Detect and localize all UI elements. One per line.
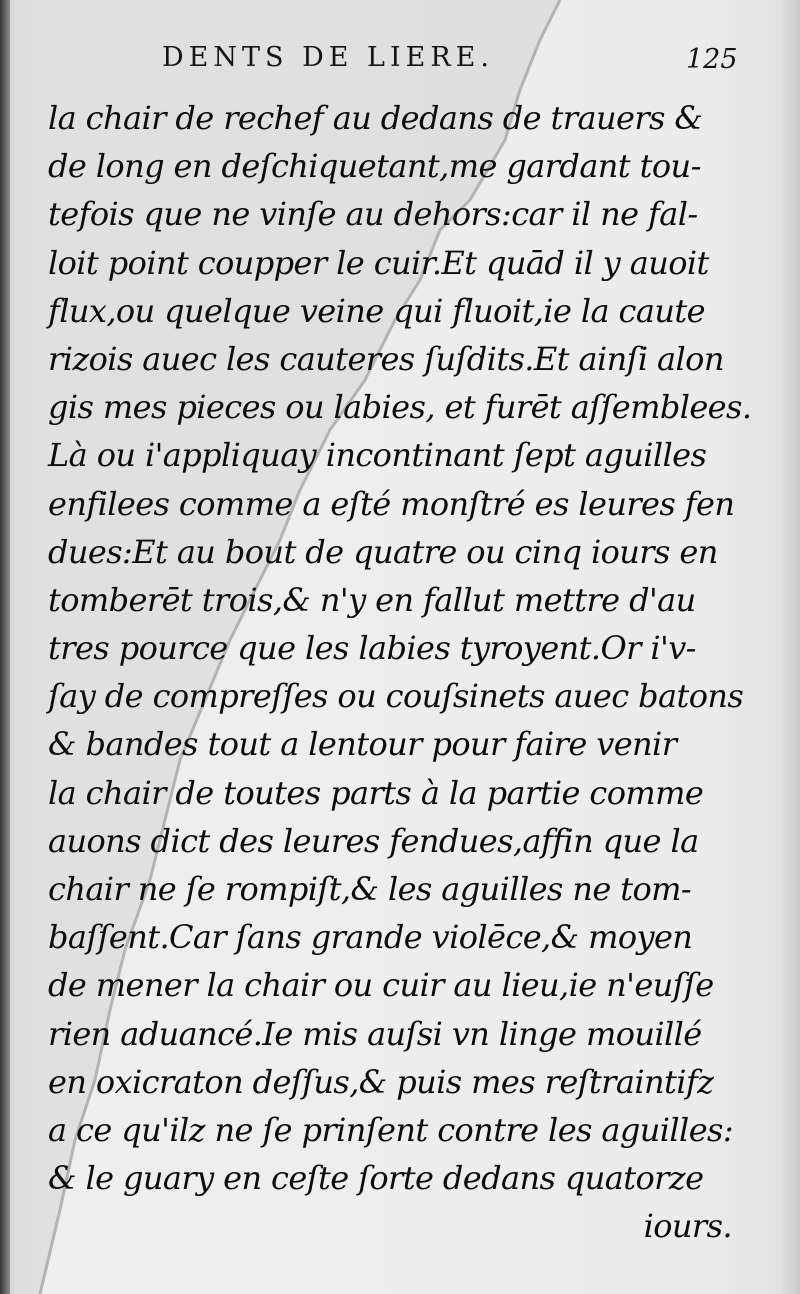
text-line: de long en deſchiquetant,me gardant tou- [48,147,701,186]
text-line: a ce qu'ilz ne ſe prinſent contre les aguilles: [48,1110,734,1149]
text-line: auons dict des leures fendues,affin que la [48,821,699,860]
text-line: flux,ou quelque veine qui fluoit,ie la caute [48,291,705,330]
text-line: Là ou i'appliquay incontinant ſept aguilles [48,436,707,475]
text-line: enfilees comme a eſté monſtré es leures fen [48,484,735,523]
page-number: 125 [686,44,738,75]
text-line: tres pource que les labies tyroyent.Or i'v- [48,629,696,668]
text-line: dues:Et au bout de quatre ou cinq iours en [48,532,718,571]
text-line: ſay de compreſſes ou couſsinets auec batons [48,677,744,716]
running-head [0,42,800,82]
body-text [48,94,768,1251]
text-line: tomberēt trois,& n'y en fallut mettre d'au [48,580,696,619]
text-line: de mener la chair ou cuir au lieu,ie n'euſſe [48,966,714,1005]
running-head-title: DENTS DE LIERE. [162,42,494,73]
text-line: & le guary en ceſte ſorte dedans quatorze [48,1159,704,1198]
text-line: rien aduancé.Ie mis auſsi vn linge mouillé [48,1014,702,1053]
text-line: la chair de rechef au dedans de trauers & [48,99,703,137]
text-line: gis mes pieces ou labies, et furēt aſſemblees. [48,388,752,427]
text-line: loit point coupper le cuir.Et quād il y auoit [48,243,709,282]
text-line: rizois auec les cauteres ſuſdits.Et ainſi alon [48,339,724,378]
text-line: chair ne ſe rompiſt,& les aguilles ne tom- [48,870,692,908]
text-line: la chair de toutes parts à la partie comme [48,773,704,812]
text-line: baſſent.Car ſans grande violēce,& moyen [48,918,693,957]
text-line: & bandes tout a lentour pour faire venir [48,725,677,764]
text-line: en oxicraton deſſus,& puis mes reſtraintifz [48,1062,714,1101]
text-line-final: iours. [643,1207,732,1246]
text-line: tefois que ne vinſe au dehors:car il ne fal- [48,195,698,234]
